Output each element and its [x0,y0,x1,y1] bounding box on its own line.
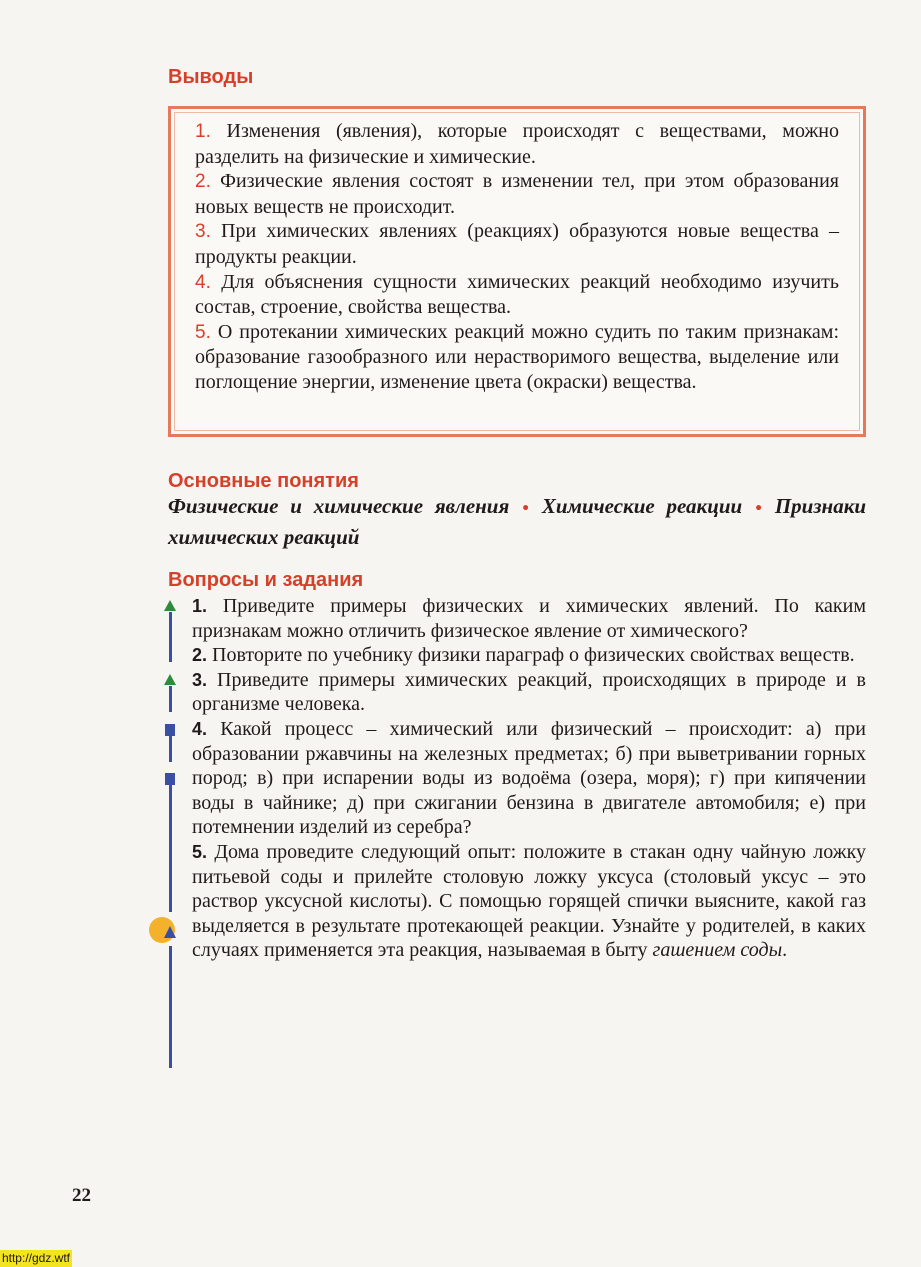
marker-line [169,784,172,912]
watermark-link[interactable]: http://gdz.wtf [1,1251,71,1265]
question-number: 3. [192,669,208,690]
question-text-end: . [782,939,788,962]
marker-line [169,686,172,712]
question-text: Приведите примеры химических реакций, происходящих в природе и в организме человека. [192,668,867,716]
marker-line [169,612,172,662]
conclusion-item-4 [195,270,839,320]
triangle-icon [164,600,176,611]
conclusion-text: О протекании химических реакций можно судить по таким признакам: образование газообразного или нерастворимого вещества, выделение или поглощение энергии, изменение цвета (окраски) вещества. [195,320,839,393]
conclusion-number: 4. [195,271,211,293]
conclusions-heading: Выводы [168,66,254,88]
page-number: 22 [72,1185,91,1206]
bullet-separator: • [754,501,764,517]
conclusion-item-2 [195,169,839,219]
question-item-3 [192,668,866,717]
question-number: 4. [192,718,208,739]
question-item-4 [192,717,866,840]
key-concepts [168,492,866,551]
question-item-5 [192,840,866,963]
concepts-heading: Основные понятия [168,470,359,492]
concept-term: Признаки химических реакций [168,494,867,549]
concept-term: Химические реакции [541,494,743,518]
marker-line [169,736,172,762]
bullet-separator: • [521,501,531,517]
conclusion-number: 5. [195,321,211,343]
square-icon [165,773,175,785]
concept-term: Физические и химические явления [168,494,510,518]
question-text: Приведите примеры физических и химических явлений. По каким признакам можно отличить физическое явление от химического? [192,595,866,642]
conclusion-item-3 [195,219,839,269]
marker-line [169,946,172,1068]
conclusion-text: Изменения (явления), которые происходят с веществами, можно разделить на физические и химические. [195,120,839,168]
questions-list [192,594,866,963]
conclusions-box [168,106,866,437]
conclusion-number: 2. [195,171,211,193]
question-item-2 [192,643,866,668]
conclusion-text: При химических явлениях (реакциях) образуются новые вещества – продукты реакции. [195,220,839,268]
question-number: 5. [192,841,208,862]
triangle-icon [164,674,176,685]
conclusion-number: 1. [195,121,211,142]
conclusion-item-5 [195,320,839,395]
conclusion-text: Для объяснения сущности химических реакций необходимо изучить состав, строение, свойства вещества. [195,270,839,319]
question-text: Дома проведите следующий опыт: положите в стакан одну чайную ложку питьевой соды и прилейте столовую ложку уксуса (столовый уксус – это раствор уксусной кислоты). С помощью горящей спички выясните, какой газ выделяется в результате протекающей реакции. Узнайте у родителей, в каких случаях применяется эта реакция, называемая в быту [192,840,867,962]
conclusion-number: 3. [195,221,211,243]
question-number: 2. [192,645,208,666]
conclusion-text: Физические явления состоят в изменении тел, при этом образования новых веществ не происходит. [195,170,840,218]
conclusion-item-1 [195,119,839,169]
question-emphasis: гашением соды [652,939,783,962]
square-icon [165,724,175,736]
question-text: Какой процесс – химический или физический – происходит: а) при образовании ржавчины на железных предметах; б) при выветривании горных пород; в) при испарении воды из водоёма (озера, моря); г) при кипячении воды в чайнике; д) при сжигании бензина в двигателе автомобиля; е) при потемнении изделий из серебра? [192,717,866,839]
question-item-1 [192,594,866,643]
question-number: 1. [192,596,208,616]
flask-icon [164,926,176,938]
questions-heading: Вопросы и задания [168,569,364,591]
question-text: Повторите по учебнику физики параграф о физических свойствах веществ. [212,644,855,667]
